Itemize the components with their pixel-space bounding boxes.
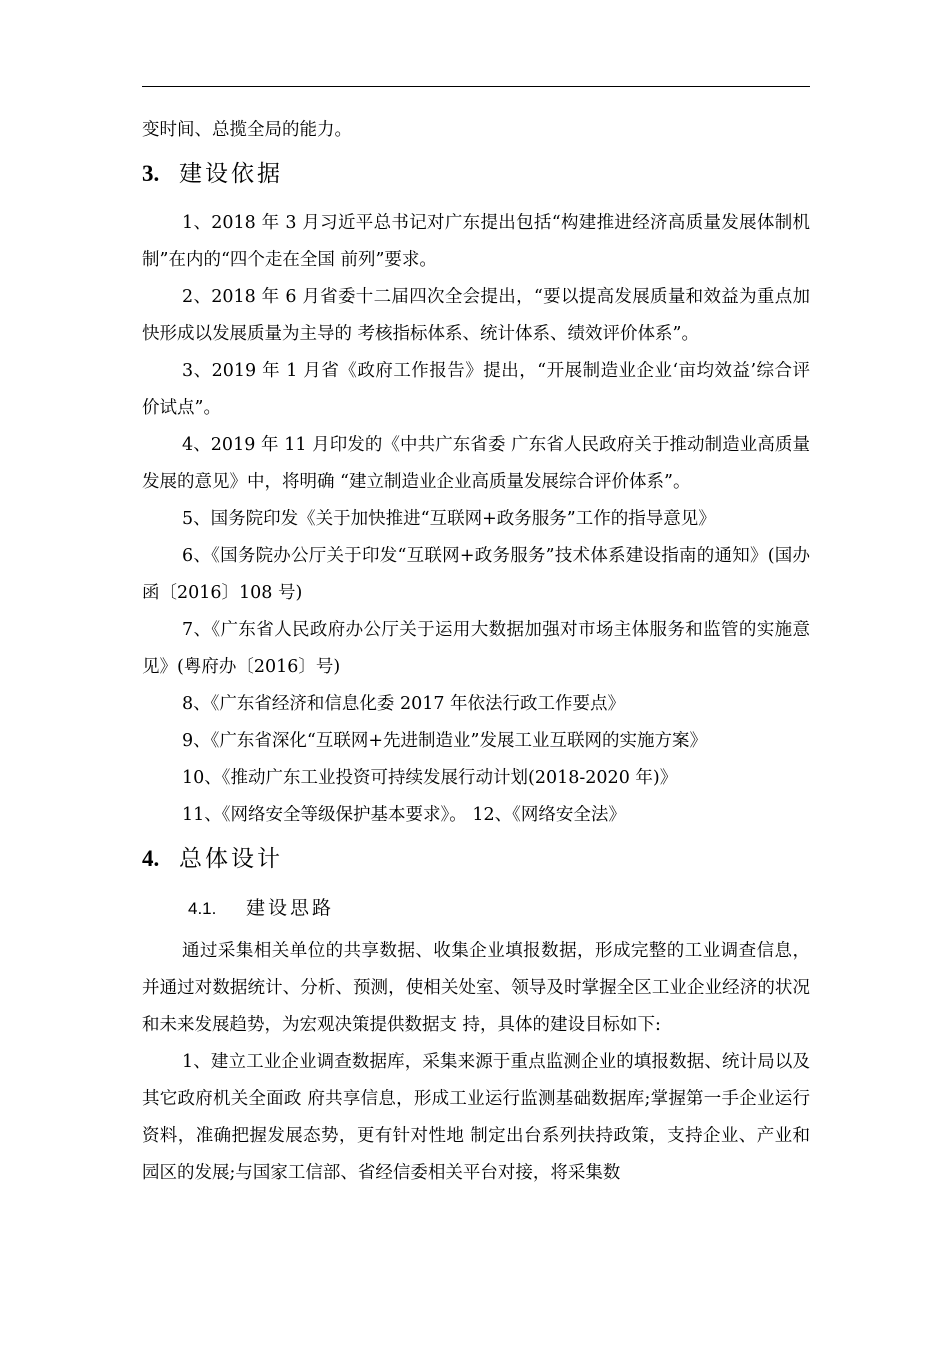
basis-item-9: 9、《广东省深化“互联网+先进制造业”发展工业互联网的实施方案》 [182, 731, 707, 751]
header-rule [142, 86, 810, 87]
section-3-number: 3. [142, 161, 160, 186]
basis-item-11: 11、《网络安全等级保护基本要求》。 12、《网络安全法》 [182, 805, 626, 825]
basis-item-3: 3、2019 年 1 月省《政府工作报告》提出，“开展制造业企业‘亩均效益’综合评价试点”。 [142, 361, 810, 418]
section-4-1-number: 4.1. [188, 899, 217, 918]
section-4-title: 总体设计 [179, 846, 283, 872]
section-4-number: 4. [142, 846, 160, 871]
basis-item-7: 7、《广东省人民政府办公厅关于运用大数据加强对市场主体服务和监管的实施意见》(粤府办〔2016〕号) [142, 620, 810, 677]
continuation-text: 变时间、总揽全局的能力。 [142, 120, 352, 140]
section-4-1-title: 建设思路 [246, 897, 335, 919]
design-paragraph-2: 1、建立工业企业调查数据库，采集来源于重点监测企业的填报数据、统计局以及其它政府机关全面政 府共享信息，形成工业运行监测基础数据库;掌握第一手企业运行资料，准确把握发展态势，更有针对性地 制定出台系列扶持政策，支持企业、产业和园区的发展;与国家工信部、省经信委相关平台对接，将采集数 [142, 1052, 810, 1183]
section-3-heading [142, 149, 810, 199]
basis-item-1: 1、2018 年 3 月习近平总书记对广东提出包括“构建推进经济高质量发展体制机制”在内的“四个走在全国 前列”要求。 [142, 213, 810, 270]
basis-item-6: 6、《国务院办公厅关于印发“互联网+政务服务”技术体系建设指南的通知》(国办函〔2016〕108 号) [142, 546, 810, 603]
basis-item-4: 4、2019 年 11 月印发的《中共广东省委 广东省人民政府关于推动制造业高质量发展的意见》中，将明确 “建立制造业企业高质量发展综合评价体系”。 [142, 435, 810, 492]
document-body [142, 112, 810, 1192]
section-4-1-heading [142, 884, 810, 933]
basis-item-8: 8、《广东省经济和信息化委 2017 年依法行政工作要点》 [182, 694, 626, 714]
basis-item-10: 10、《推动广东工业投资可持续发展行动计划(2018-2020 年)》 [182, 768, 678, 788]
basis-item-5: 5、国务院印发《关于加快推进“互联网+政务服务”工作的指导意见》 [182, 509, 716, 529]
section-4-heading [142, 834, 810, 884]
section-3-title: 建设依据 [179, 161, 283, 187]
basis-item-2: 2、2018 年 6 月省委十二届四次全会提出，“要以提高发展质量和效益为重点加快形成以发展质量为主导的 考核指标体系、统计体系、绩效评价体系”。 [142, 287, 810, 344]
design-paragraph-1: 通过采集相关单位的共享数据、收集企业填报数据，形成完整的工业调查信息，并通过对数据统计、分析、预测，使相关处室、领导及时掌握全区工业企业经济的状况和未来发展趋势，为宏观决策提供数据支 持，具体的建设目标如下: [142, 941, 810, 1035]
